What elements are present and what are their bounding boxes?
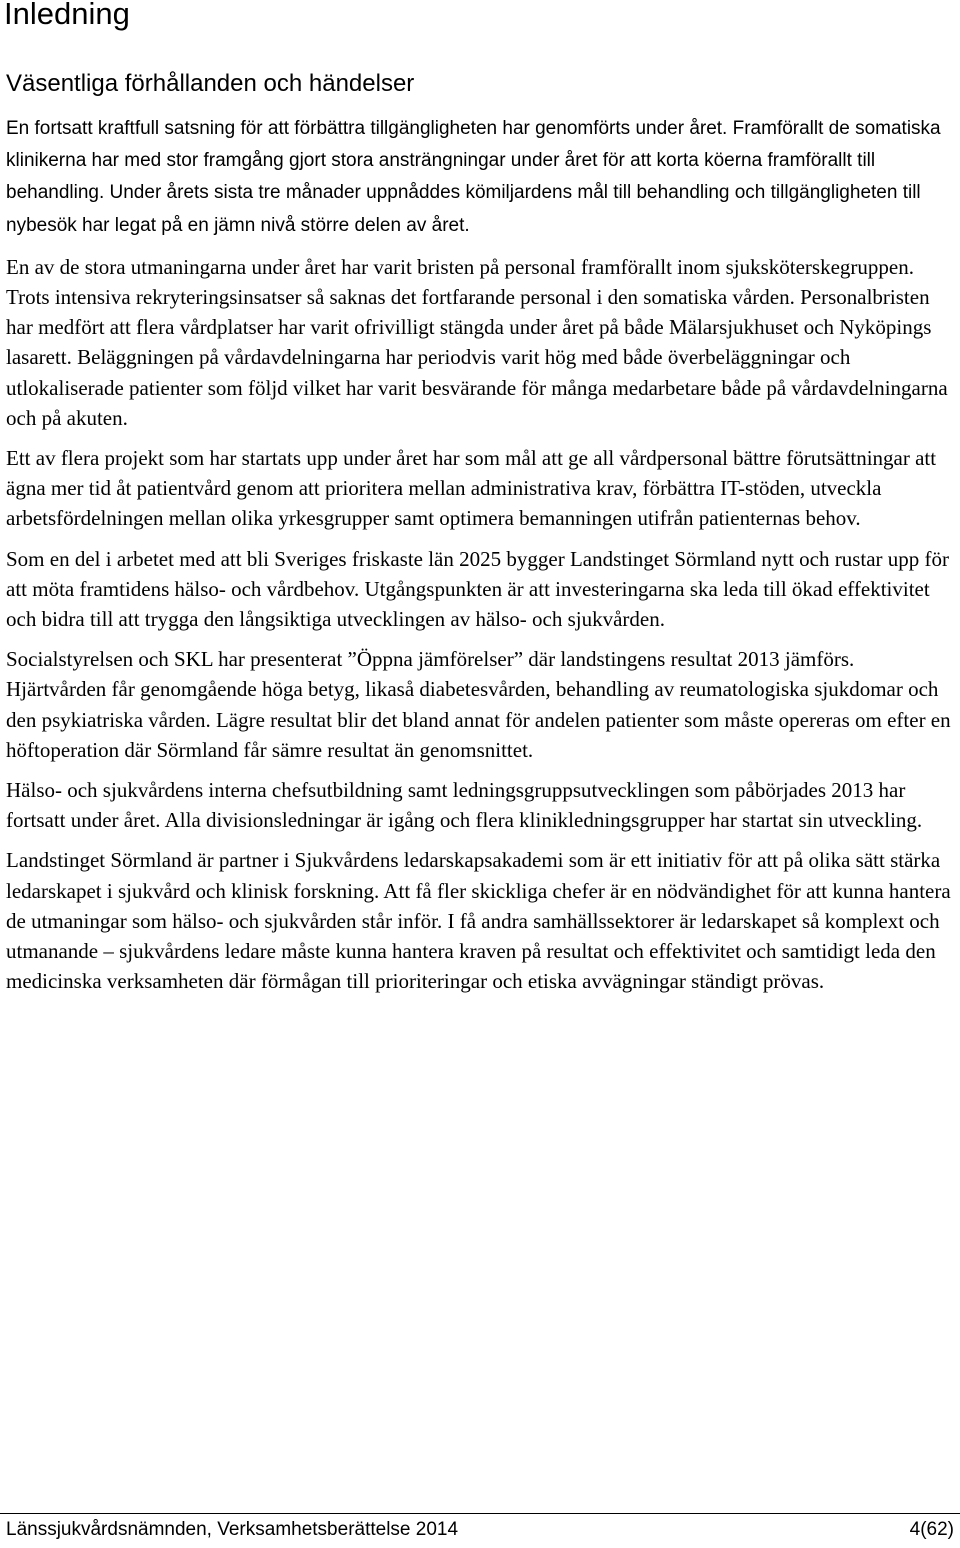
section-heading: Väsentliga förhållanden och händelser xyxy=(6,70,415,97)
paragraph-1-text: En fortsatt kraftfull satsning för att förbättra tillgängligheten har genomförts under året. Framförallt de somatiska klinikerna har med stor framgång gjort stora ansträngningar under året för att korta köerna framförallt till behandling. xyxy=(6,118,941,204)
paragraph-6: Hälso- och sjukvårdens interna chefsutbildning samt ledningsgruppsutvecklingen som påbörjades 2013 har fortsatt under året. Alla divisionsledningar är igång och flera klinikledningsgrupper har startat sin utveckling. xyxy=(6,778,923,833)
paragraph-7: Landstinget Sörmland är partner i Sjukvårdens ledarskapsakademi som är ett initiativ för att på olika sätt stärka ledarskapet i sjukvård och klinisk forskning. Att få fler skickliga chefer är en nödvändighet för att kunna hantera de utmaningar som hälso- och sjukvården står inför. I få andra samhällssektorer är ledarskapet så komplext och utmanande – sjukvårdens ledare måste kunna hantera kraven på resultat och effektivitet och samtidigt leda den medicinska verksamheten där förmågan till prioriteringar och etiska avvägningar ständigt prövas. xyxy=(6,848,951,994)
paragraph-1-tail: Under årets sista tre månader uppnåddes kömiljardens mål till behandling och tillgängligheten till nybesök har legat på en jämn nivå större delen av året. xyxy=(6,182,921,236)
body-text xyxy=(6,112,958,1006)
paragraph-2: En av de stora utmaningarna under året har varit bristen på personal framförallt inom sjuksköterskegruppen. Trots intensiva rekryteringsinsatser så saknas det fortfarande personal i den somatiska vården. Personalbristen har medfört att flera vårdplatser har varit ofrivilligt stängda under året på både Mälarsjukhuset och Nyköpings lasarett. Beläggningen på vårdavdelningarna har periodvis varit hög med både överbeläggningar och utlokaliserade patienter som följd vilket har varit besvärande för många medarbetare både på vårdavdelningarna och på akuten. xyxy=(6,254,948,430)
footer-document-title: Länssjukvårdsnämnden, Verksamhetsberättelse 2014 xyxy=(6,1519,459,1540)
footer-page-number: 4(62) xyxy=(909,1519,954,1540)
paragraph-5: Socialstyrelsen och SKL har presenterat ”Öppna jämförelser” där landstingens resultat 2013 jämförs. Hjärtvården får genomgående höga betyg, likaså diabetesvården, behandling av reumatologiska sjukdomar och den psykiatriska vården. Lägre resultat blir det bland annat för andelen patienter som måste opereras om efter en höftoperation där Sörmland får sämre resultat än genomsnittet. xyxy=(6,647,951,762)
paragraph-4: Som en del i arbetet med att bli Sveriges friskaste län 2025 bygger Landstinget Sörmland nytt och rustar upp för att möta framtidens hälso- och vårdbehov. Utgångspunkten är att investeringarna ska leda till ökad effektivitet och bidra till att trygga den långsiktiga utvecklingen av hälso- och sjukvården. xyxy=(6,546,950,632)
paragraph-1 xyxy=(6,112,958,241)
paragraph-3: Ett av flera projekt som har startats upp under året har som mål att ge all vårdpersonal bättre förutsättningar att ägna mer tid åt patientvård genom att prioritera mellan administrativa krav, förbättra IT-stöden, utveckla arbetsfördelningen mellan olika yrkesgrupper samt optimera bemanningen utifrån patienternas behov. xyxy=(6,446,937,531)
footer-divider xyxy=(0,1513,960,1514)
page-title: Inledning xyxy=(4,0,130,31)
